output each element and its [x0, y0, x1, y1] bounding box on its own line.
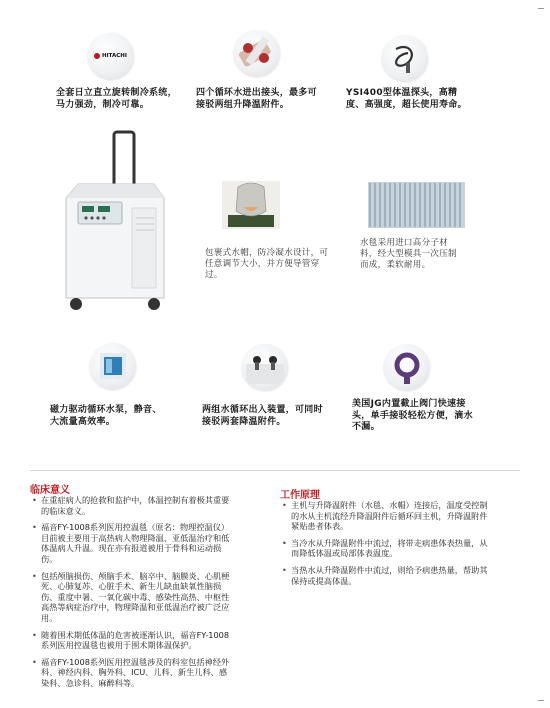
principle-list	[282, 500, 492, 592]
feature-dual-outlet-text: 两组水循环出入装置，可同时接驳两套降温附件。	[202, 405, 323, 427]
water-blanket-photo	[368, 182, 465, 228]
valve-photo-circle	[384, 344, 430, 390]
crop-mark	[538, 8, 544, 9]
principle-heading: 工作原理	[280, 490, 320, 501]
water-connector-icon	[234, 30, 280, 76]
clinical-heading: 临床意义	[30, 485, 70, 496]
pump-photo-circle	[90, 343, 136, 389]
list-item: • 当热水从升降温附件中流过，则给予病患热量，帮助其保持或提高体温。	[282, 565, 492, 586]
list-item: • 包括颅脑损伤、颅脑手术、脑卒中、脑膜炎、心肌梗死、心肺复苏、心脏手术、新生儿缺血缺氧性脑损伤、重度中暑、一氧化碳中毒、感染性高热、中枢性高热等病症治疗中，物理降温和亚低温治疗被广泛应用。	[32, 571, 232, 624]
pump-display-icon	[90, 343, 136, 389]
feature-probe-text: YSI400型体温探头，高精度、高强度，超长使用寿命。	[346, 88, 467, 110]
list-item: • 主机与升降温附件（水毯、水帽）连接后，温度受控制的水从主机流经升降温附件后循环回主机，升降温附件紧贴患者体表。	[282, 500, 492, 532]
hitachi-mark-icon	[94, 53, 100, 59]
list-item: • 当冷水从升降温附件中流过，将带走病患体表热量，从而降低体温或局部体表温度。	[282, 538, 492, 559]
water-cap-icon	[222, 181, 280, 229]
list-item: • 在重症病人的抢救和监护中，体温控制有着极其重要的临床意义。	[32, 495, 232, 516]
list-item: • 随着围术期低体温的危害被逐渐认识，福音FY-1008系列医用控温毯也被用于围术期体温保护。	[32, 630, 232, 651]
hitachi-logo-circle	[88, 33, 134, 79]
feature-water-blanket-text: 水毯采用进口高分子材料，经大型模具一次压制而成，柔软耐用。	[360, 238, 457, 270]
feature-hitachi-text: 全套日立直立旋转制冷系统，马力强劲，制冷可靠。	[56, 88, 177, 110]
device-machine-image	[58, 128, 170, 318]
list-item: • 福音FY-1008系列医用控温毯（原名：物理控温仪）目前被主要用于高热病人物理降温、亚低温治疗和低体温病人升温。现在亦有报道被用于骨科和运动损伤。	[32, 522, 232, 564]
dual-outlet-icon	[242, 344, 288, 390]
water-cap-photo	[222, 181, 280, 229]
section-divider	[30, 470, 520, 471]
crop-mark	[538, 700, 544, 701]
feature-water-cap-text: 包裹式水帽，防冷凝水设计，可任意调节大小，并方便导管穿过。	[205, 248, 329, 280]
connector-photo-circle	[234, 30, 280, 76]
feature-connectors-text: 四个循环水进出接头，最多可接驳两组升降温附件。	[196, 88, 317, 110]
dual-outlet-photo-circle	[242, 344, 288, 390]
probe-photo-circle	[382, 35, 428, 81]
list-item: • 福音FY-1008系列医用控温毯涉及的科室包括神经外科、神经内科、胸外科、ICU、儿科、新生儿科、感染科、急诊科、麻醉科等。	[32, 657, 232, 689]
feature-valve-text: 美国JG内置截止阀门快速接头，单手接驳轻松方便，滴水不漏。	[352, 399, 473, 432]
temperature-probe-icon	[382, 35, 428, 81]
clinical-list	[32, 495, 232, 695]
hitachi-logo: HITACHI	[94, 50, 128, 61]
feature-pump-text: 磁力驱动循环水泵，静音、大流量高效率。	[50, 405, 162, 427]
quick-connector-icon	[384, 344, 430, 390]
